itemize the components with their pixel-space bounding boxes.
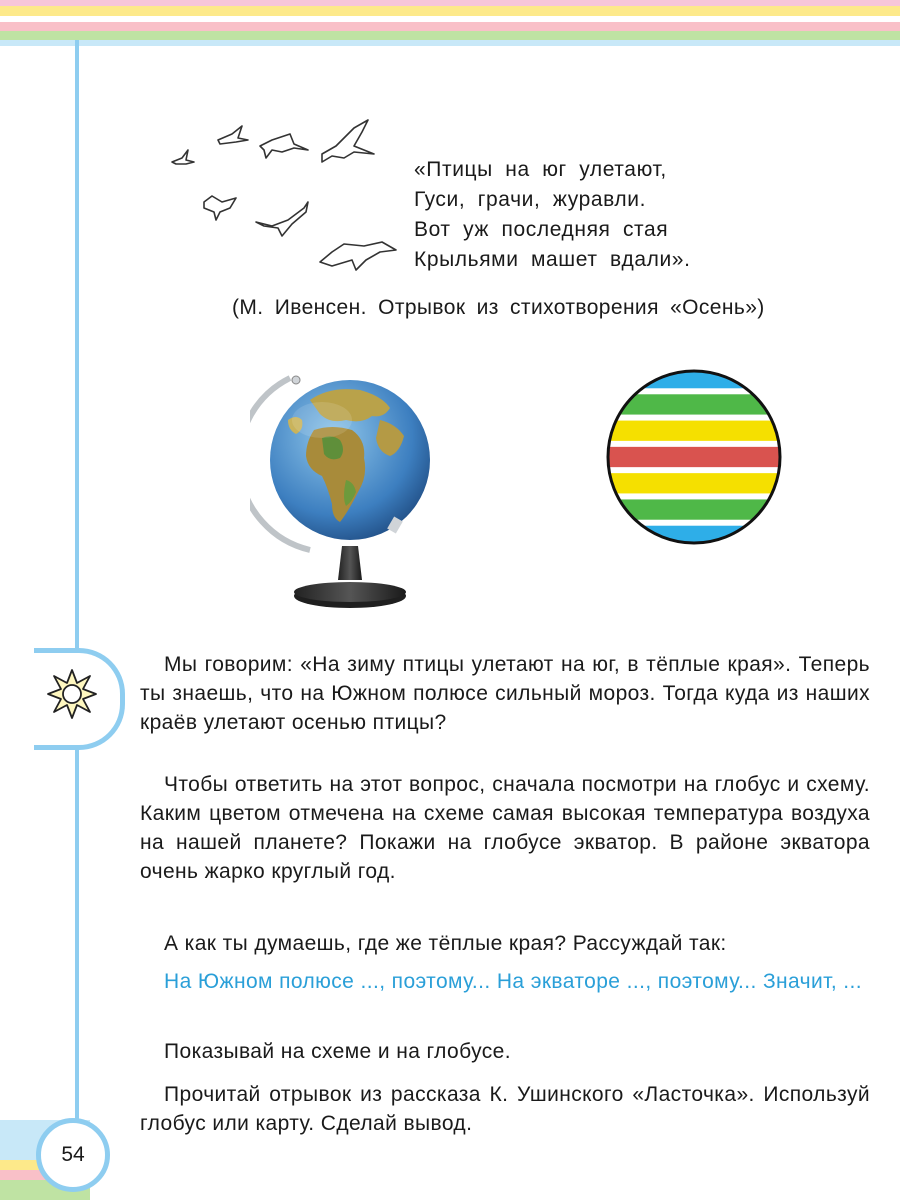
- left-margin: [0, 52, 75, 1200]
- temperature-zones-scheme: [605, 368, 783, 546]
- sun-icon: [44, 666, 100, 722]
- globe-illustration: [250, 360, 440, 615]
- poem-line: Вот уж последняя стая: [414, 218, 669, 241]
- reasoning-template: На Южном полюсе ..., поэтому... На экваторе ..., поэтому... Значит, ...: [164, 970, 863, 993]
- paragraph-3: А как ты думаешь, где же тёплые края? Рассуждай так:: [164, 932, 727, 955]
- poem: [414, 155, 691, 275]
- poem-line: Гуси, грачи, журавли.: [414, 188, 647, 211]
- scheme-stripe: [605, 473, 783, 493]
- flying-birds-illustration: [160, 110, 400, 290]
- left-margin-line: [75, 40, 79, 1200]
- scheme-stripe: [605, 421, 783, 441]
- scheme-stripe: [605, 447, 783, 467]
- paragraph-6: Прочитай отрывок из рассказа К. Ушинского «Ласточка». Используй глобус или карту. Сделай вывод.: [140, 1083, 870, 1135]
- poem-line: «Птицы на юг улетают,: [414, 158, 667, 181]
- top-decorative-stripes: [0, 0, 900, 52]
- page-number: 54: [36, 1118, 110, 1192]
- paragraph-1: Мы говорим: «На зиму птицы улетают на юг, в тёплые края». Теперь ты знаешь, что на Южном полюсе сильный мороз. Тогда куда из наших краёв улетают осенью птицы?: [140, 653, 870, 734]
- poem-source: (М. Ивенсен. Отрывок из стихотворения «Осень»): [232, 296, 765, 319]
- paragraph-5: Показывай на схеме и на глобусе.: [164, 1040, 511, 1063]
- poem-line: Крыльями машет вдали».: [414, 248, 691, 271]
- paragraph-2: Чтобы ответить на этот вопрос, сначала посмотри на глобус и схему. Каким цветом отмечена на схеме самая высокая температура воздуха на нашей планете? Покажи на глобусе экватор. В районе экватора очень жарко круглый год.: [140, 773, 870, 883]
